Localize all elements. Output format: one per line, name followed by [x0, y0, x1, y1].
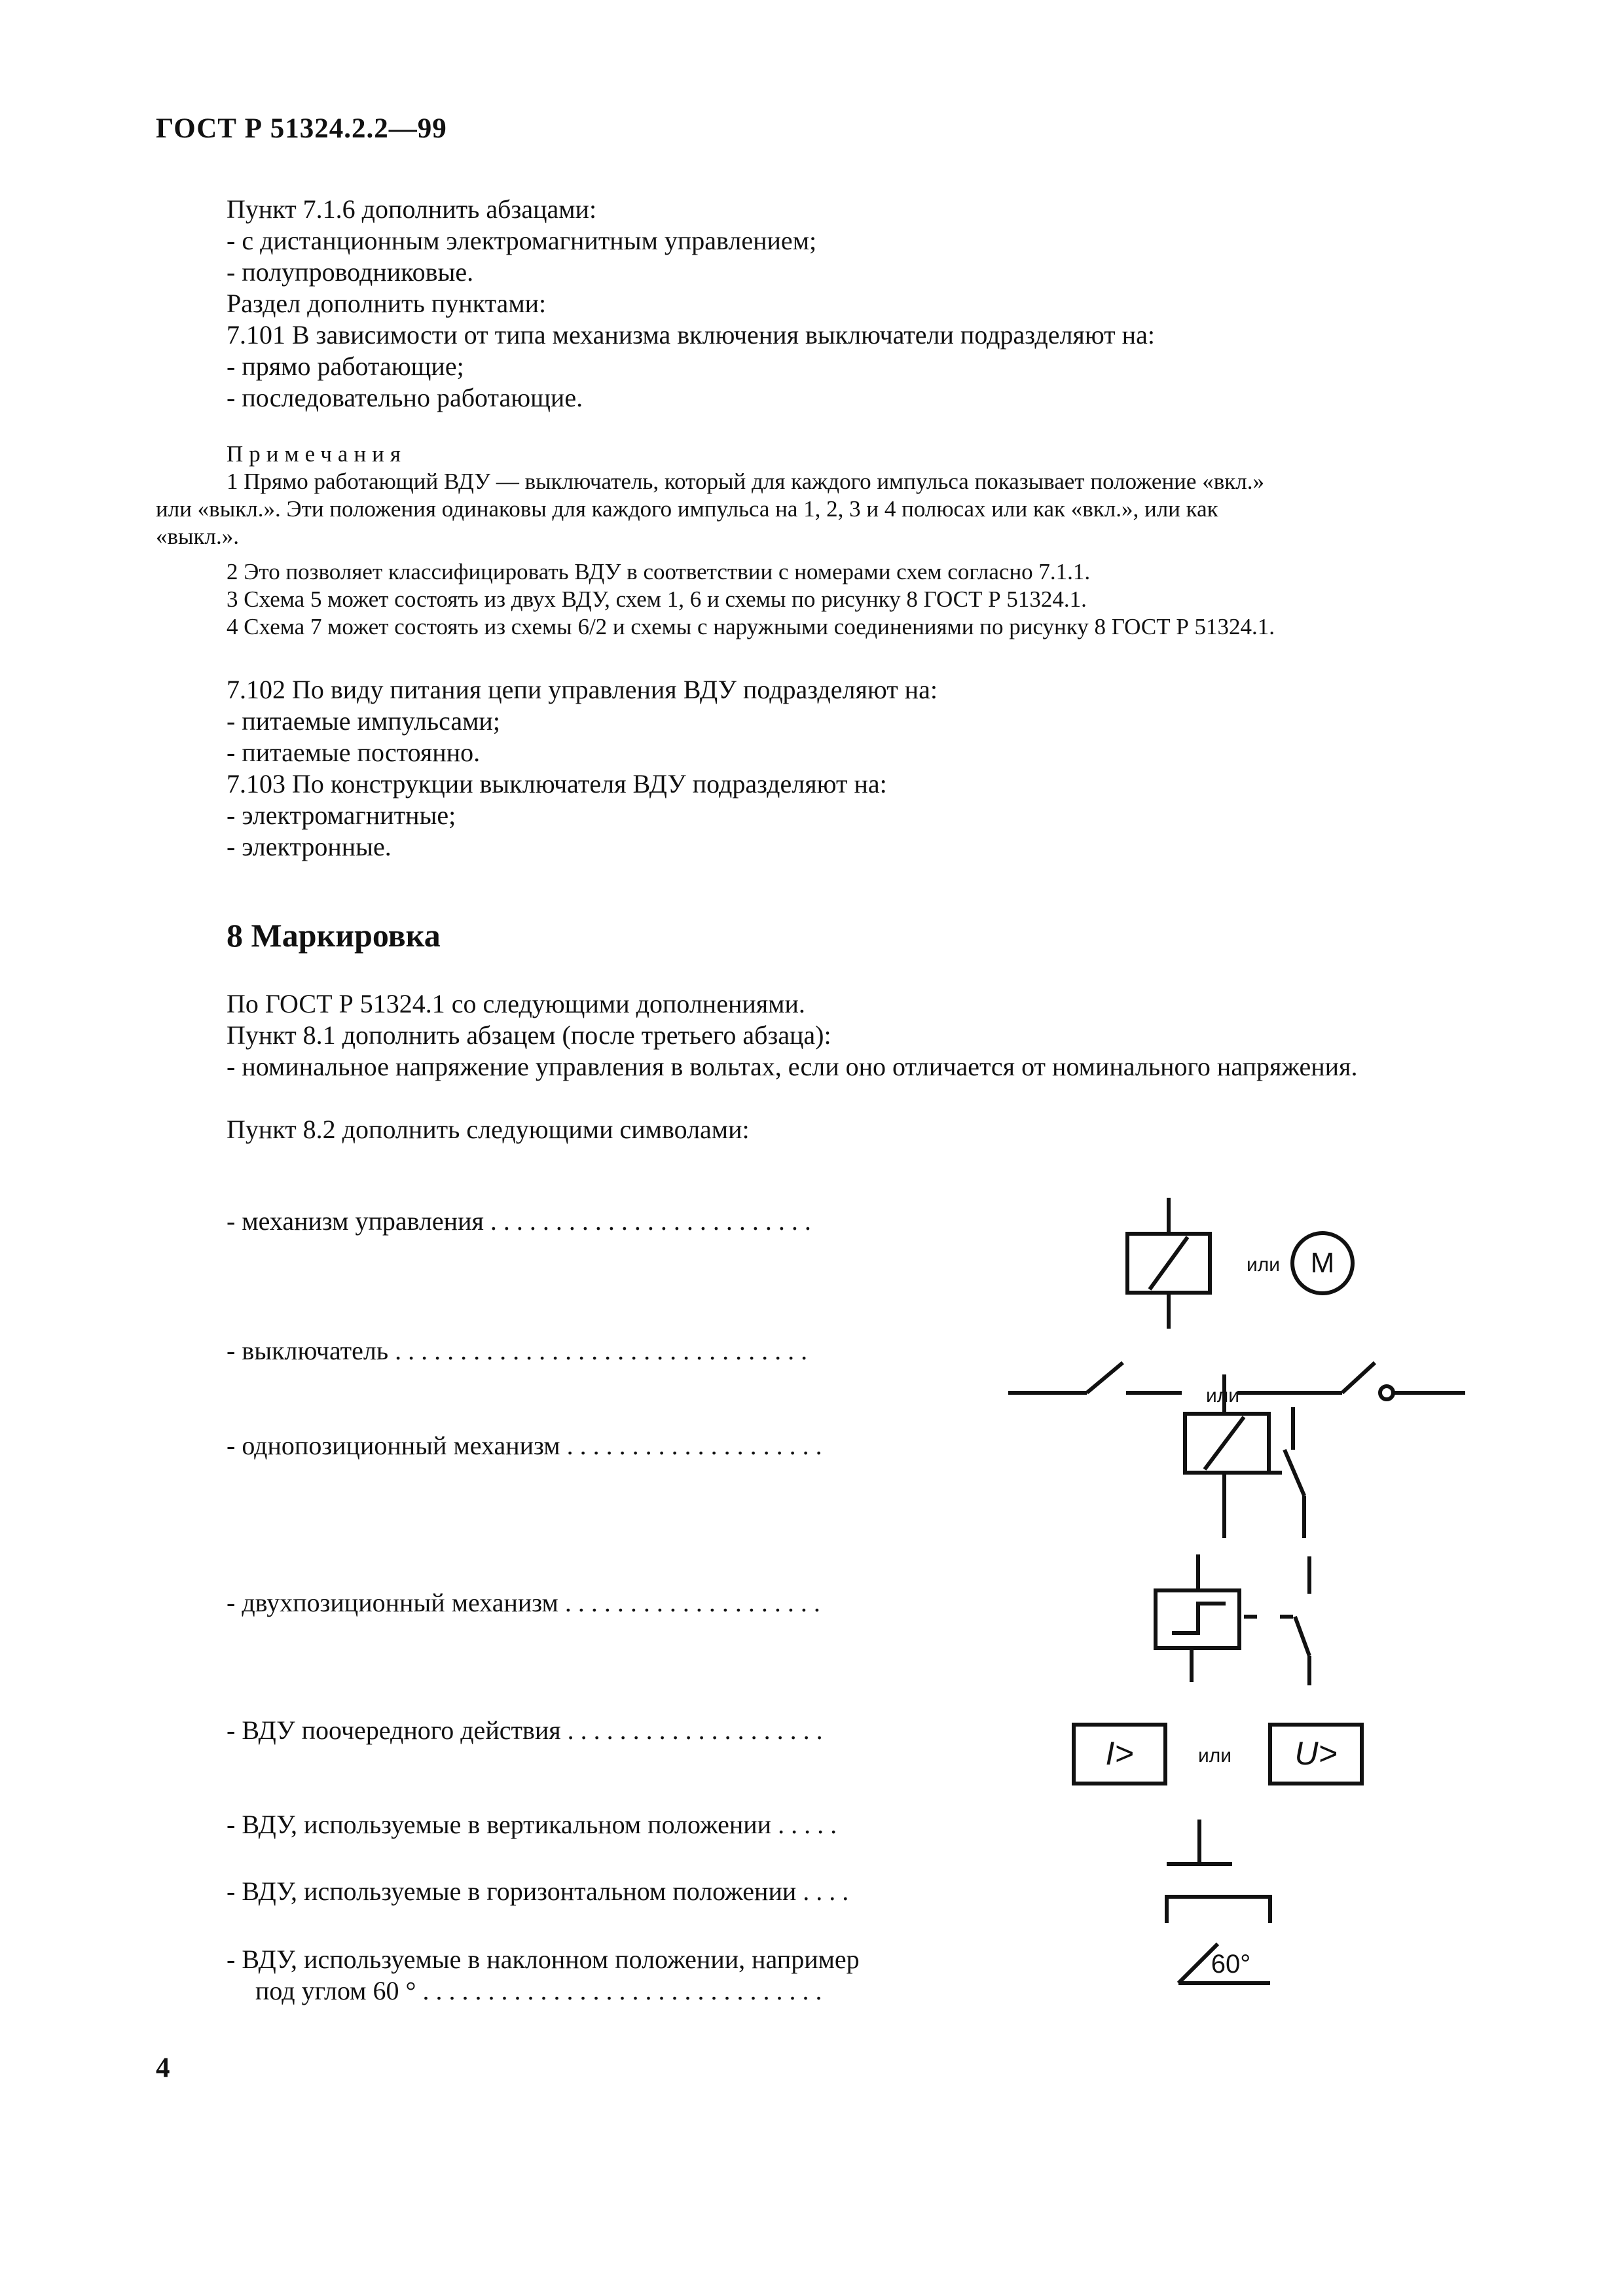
- list-item: - последовательно работающие.: [227, 383, 583, 412]
- angle-label: 60°: [1211, 1950, 1251, 1979]
- note-1: 1 Прямо работающий ВДУ — выключатель, который для каждого импульса показывает положение «вкл.»: [227, 469, 1264, 494]
- or-label: или: [1198, 1745, 1232, 1767]
- symbol-label-single-position: - однопозиционный механизм . . . . . . . . . . . . . . . . . . . .: [227, 1431, 822, 1460]
- note-3: 3 Схема 5 может состоять из двух ВДУ, схем 1, 6 и схемы по рисунку 8 ГОСТ Р 51324.1.: [227, 586, 1087, 612]
- switch-symbol-open: [1008, 1363, 1182, 1393]
- switch-symbol-with-terminal: [1237, 1363, 1465, 1399]
- current-relay-label: I>: [1105, 1735, 1134, 1772]
- motor-letter: M: [1310, 1247, 1335, 1279]
- document-header: ГОСТ Р 51324.2.2—99: [156, 113, 447, 144]
- or-label: или: [1206, 1385, 1240, 1407]
- symbol-label-control-mechanism: - механизм управления . . . . . . . . . . . . . . . . . . . . . . . . .: [227, 1206, 811, 1236]
- clause-7-103: 7.103 По конструкции выключателя ВДУ подразделяют на:: [227, 769, 887, 798]
- or-label: или: [1247, 1254, 1281, 1276]
- clause-7-101: 7.101 В зависимости от типа механизма включения выключатели подразделяют на:: [227, 320, 1155, 350]
- paragraph-line: По ГОСТ Р 51324.1 со следующими дополнениями.: [227, 989, 805, 1018]
- list-item: - электромагнитные;: [227, 800, 456, 830]
- note-2: 2 Это позволяет классифицировать ВДУ в соответствии с номерами схем согласно 7.1.1.: [227, 559, 1091, 584]
- voltage-relay-label: U>: [1294, 1735, 1338, 1772]
- paragraph-line: Раздел дополнить пунктами:: [227, 289, 547, 318]
- notes-title: Примечания: [227, 441, 407, 467]
- symbol-label-inclined: - ВДУ, используемые в наклонном положении, например: [227, 1945, 860, 1974]
- note-1-end: «выкл.».: [156, 524, 240, 549]
- vertical-position-symbol: [1167, 1820, 1232, 1864]
- coil-symbol: [1127, 1198, 1210, 1329]
- paragraph-wrapped: - номинальное напряжение управления в вольтах, если оно отличается от номинального напряжения.: [227, 1052, 1358, 1081]
- list-item: - с дистанционным электромагнитным управлением;: [227, 226, 817, 255]
- symbol-label-horizontal: - ВДУ, используемые в горизонтальном положении . . . .: [227, 1876, 849, 1906]
- two-position-mechanism-symbol: [1156, 1554, 1309, 1685]
- note-4: 4 Схема 7 может состоять из схемы 6/2 и схемы с наружными соединениями по рисунку 8 ГОСТ Р 51324.1.: [227, 614, 1275, 639]
- horizontal-position-symbol: [1167, 1897, 1270, 1923]
- symbol-label-inclined-cont: под углом 60 ° . . . . . . . . . . . . . . . . . . . . . . . . . . . . . . .: [255, 1976, 822, 2005]
- symbol-label-switch: - выключатель . . . . . . . . . . . . . . . . . . . . . . . . . . . . . . . .: [227, 1336, 808, 1365]
- symbol-label-alternating: - ВДУ поочередного действия . . . . . . . . . . . . . . . . . . . .: [227, 1715, 823, 1745]
- paragraph-line: Пункт 8.1 дополнить абзацем (после третьего абзаца):: [227, 1020, 831, 1050]
- list-item: - питаемые импульсами;: [227, 706, 500, 736]
- symbol-label-vertical: - ВДУ, используемые в вертикальном положении . . . . .: [227, 1810, 837, 1839]
- list-item: - питаемые постоянно.: [227, 738, 481, 767]
- list-item: - электронные.: [227, 832, 392, 861]
- symbol-label-two-position: - двухпозиционный механизм . . . . . . . . . . . . . . . . . . . .: [227, 1588, 820, 1617]
- list-item: - полупроводниковые.: [227, 257, 474, 287]
- marking-symbols: [982, 1198, 1506, 2049]
- note-1-cont: или «выкл.». Эти положения одинаковы для каждого импульса на 1, 2, 3 и 4 полюсах или как «вкл.», или как: [156, 496, 1218, 522]
- clause-7-102: 7.102 По виду питания цепи управления ВДУ подразделяют на:: [227, 675, 938, 704]
- page-number: 4: [156, 2053, 170, 2083]
- paragraph-line: Пункт 8.2 дополнить следующими символами:: [227, 1115, 750, 1144]
- list-item: - прямо работающие;: [227, 351, 464, 381]
- paragraph-line: Пункт 7.1.6 дополнить абзацами:: [227, 194, 597, 224]
- section-heading: 8 Маркировка: [227, 917, 441, 954]
- single-position-mechanism-symbol: [1185, 1374, 1304, 1538]
